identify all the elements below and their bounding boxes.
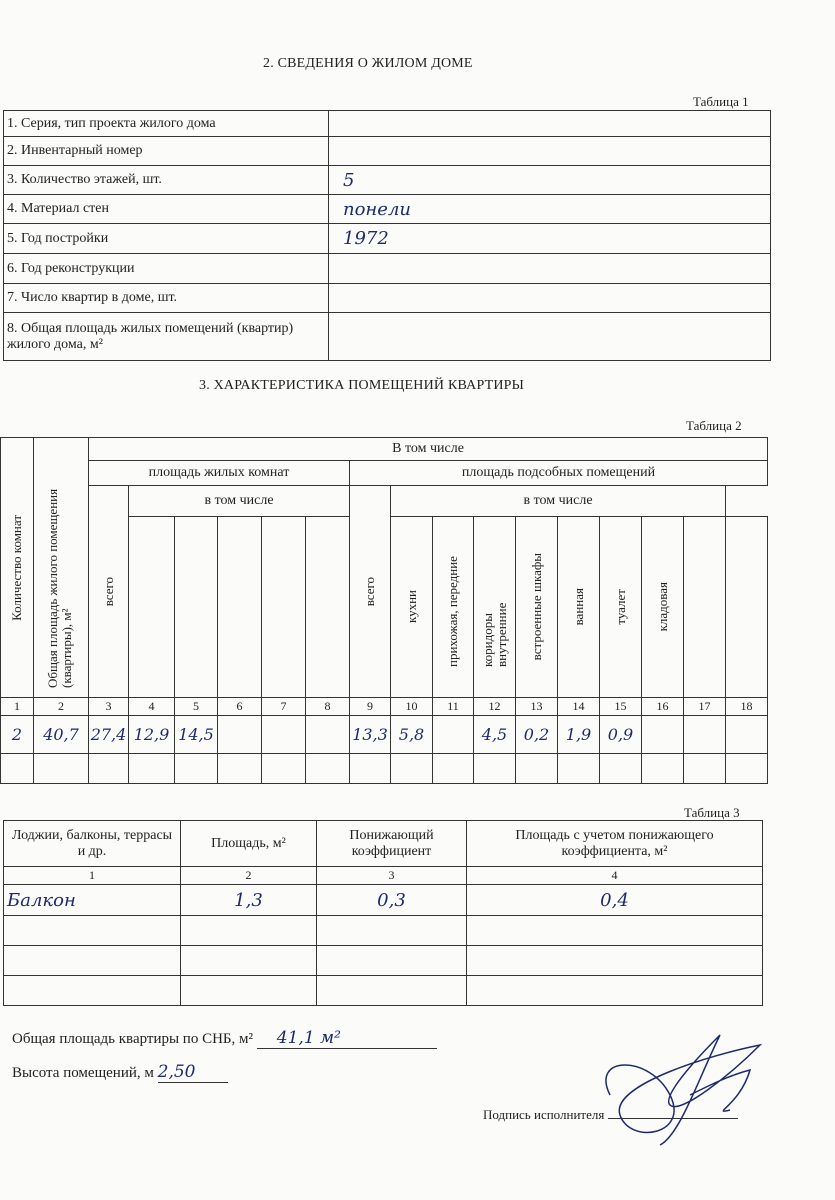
header-closets: встроенные шкафы [528,553,544,661]
table-cell [350,754,391,784]
column-header: Понижающий коэффициент [317,821,467,867]
table-cell [34,754,89,784]
column-header: Площадь, м² [181,821,317,867]
row-label: 4. Материал стен [4,195,329,224]
header-of-which-aux: в том числе [391,486,726,517]
column-number: 1 [1,698,34,716]
house-info-row [4,111,771,137]
header-corridors: коридоры внутренние [479,602,509,667]
table-row [1,716,768,754]
table-cell [262,716,306,754]
table-cell: 13,3 [350,716,391,754]
table-cell [433,716,474,754]
total-area-line [12,1028,437,1049]
table-cell: 0,2 [516,716,558,754]
header-row [4,821,763,867]
table1-caption: Таблица 1 [693,94,749,109]
table-cell [317,976,467,1006]
column-number: 17 [684,698,726,716]
header-including: В том числе [89,438,768,461]
column-number: 15 [600,698,642,716]
house-info-row [4,254,771,284]
row-value [329,284,771,313]
table-cell [89,754,129,784]
header-bathrooms: ванная [570,588,586,626]
house-info-row [4,313,771,361]
house-info-row [4,284,771,313]
table-cell: Балкон [4,885,181,916]
height-value: 2,50 [158,1062,228,1083]
house-info-row [4,195,771,224]
header-living-area: площадь жилых комнат [89,461,350,486]
column-number: 5 [175,698,218,716]
signature-label: Подпись исполнителя [483,1107,605,1122]
table-cell [467,916,763,946]
column-numbers-row [4,867,763,885]
column-number: 12 [474,698,516,716]
column-numbers-row [1,698,768,716]
table-cell [1,754,34,784]
column-number: 2 [181,867,317,885]
table-cell [467,946,763,976]
table-cell: 14,5 [175,716,218,754]
column-number: 2 [34,698,89,716]
table-cell [181,946,317,976]
row-value [329,254,771,284]
row-value: 1972 [329,224,771,254]
table-cell [181,916,317,946]
header-storage: кладовая [654,582,670,632]
table-row [4,976,763,1006]
table3-caption: Таблица 3 [684,805,740,820]
table-cell [218,716,262,754]
table-cell [317,946,467,976]
row-label: 5. Год постройки [4,224,329,254]
row-label: 1. Серия, тип проекта жилого дома [4,111,329,137]
height-line [12,1062,228,1083]
column-number: 8 [306,698,350,716]
column-header: Площадь с учетом понижающего коэффициента, м² [467,821,763,867]
row-value [329,111,771,137]
header-rooms-count: Количество комнат [9,514,24,621]
table-cell [516,754,558,784]
row-label: 2. Инвентарный номер [4,137,329,166]
header-toilet: туалет [612,589,628,625]
table2-caption: Таблица 2 [686,418,742,433]
column-number: 4 [129,698,175,716]
column-number: 16 [642,698,684,716]
table-cell [175,754,218,784]
table-cell [4,976,181,1006]
column-number: 3 [89,698,129,716]
table-cell: 1,3 [181,885,317,916]
table-row [1,754,768,784]
row-label: 6. Год реконструкции [4,254,329,284]
column-number: 14 [558,698,600,716]
column-number: 18 [726,698,768,716]
section3-title: 3. ХАРАКТЕРИСТИКА ПОМЕЩЕНИЙ КВАРТИРЫ [199,378,525,393]
row-label: 3. Количество этажей, шт. [4,166,329,195]
table-cell [558,754,600,784]
table-cell [306,716,350,754]
row-value: 5 [329,166,771,195]
table-cell [726,754,768,784]
signature-icon [590,1015,770,1155]
table-row [4,916,763,946]
row-label: 8. Общая площадь жилых помещений (квартир) жилого дома, м² [4,313,329,361]
total-area-label: Общая площадь квартиры по СНБ, м² [12,1031,254,1047]
row-value [329,137,771,166]
table-cell: 12,9 [129,716,175,754]
table-cell: 0,9 [600,716,642,754]
house-info-row [4,224,771,254]
table-cell [4,916,181,946]
section2-title: 2. СВЕДЕНИЯ О ЖИЛОМ ДОМЕ [263,56,473,71]
table-cell [181,976,317,1006]
table-cell [129,754,175,784]
table-cell [306,754,350,784]
table-cell [433,754,474,784]
row-value [329,313,771,361]
table-cell [642,754,684,784]
table-cell: 40,7 [34,716,89,754]
column-number: 4 [467,867,763,885]
column-number: 10 [391,698,433,716]
table-cell: 2 [1,716,34,754]
table-cell [317,916,467,946]
table-cell [467,976,763,1006]
table-cell [4,946,181,976]
column-header: Лоджии, балконы, террасы и др. [4,821,181,867]
table-cell [726,716,768,754]
house-info-table [3,110,771,361]
height-label: Высота помещений, м [12,1065,154,1081]
header-living-total: всего [100,576,116,607]
apartment-rooms-table [0,437,768,784]
column-number: 6 [218,698,262,716]
row-value: понели [329,195,771,224]
column-number: 7 [262,698,306,716]
header-aux-area: площадь подсобных помещений [350,461,768,486]
table-cell [642,716,684,754]
table-cell: 5,8 [391,716,433,754]
column-number: 9 [350,698,391,716]
table-cell: 1,9 [558,716,600,754]
column-number: 11 [433,698,474,716]
table-cell [684,716,726,754]
table-cell [391,754,433,784]
house-info-row [4,137,771,166]
table-row [4,946,763,976]
table-cell [262,754,306,784]
header-kitchens: кухни [403,590,419,624]
table-cell: 0,3 [317,885,467,916]
header-of-which-living: в том числе [129,486,350,517]
table-cell [684,754,726,784]
balconies-table [3,820,763,1006]
table-cell [218,754,262,784]
header-hallways: прихожая, передние [445,556,460,667]
header-aux-total: всего [362,576,377,607]
column-number: 3 [317,867,467,885]
column-number: 1 [4,867,181,885]
header-total-area: Общая площадь жилого помещения (квартиры), м² [45,488,74,688]
table-cell: 27,4 [89,716,129,754]
table-cell [474,754,516,784]
house-info-row [4,166,771,195]
table-cell [600,754,642,784]
table-row [4,885,763,916]
table-cell: 0,4 [467,885,763,916]
total-area-value: 41,1 м² [257,1028,437,1049]
table-cell: 4,5 [474,716,516,754]
row-label: 7. Число квартир в доме, шт. [4,284,329,313]
column-number: 13 [516,698,558,716]
